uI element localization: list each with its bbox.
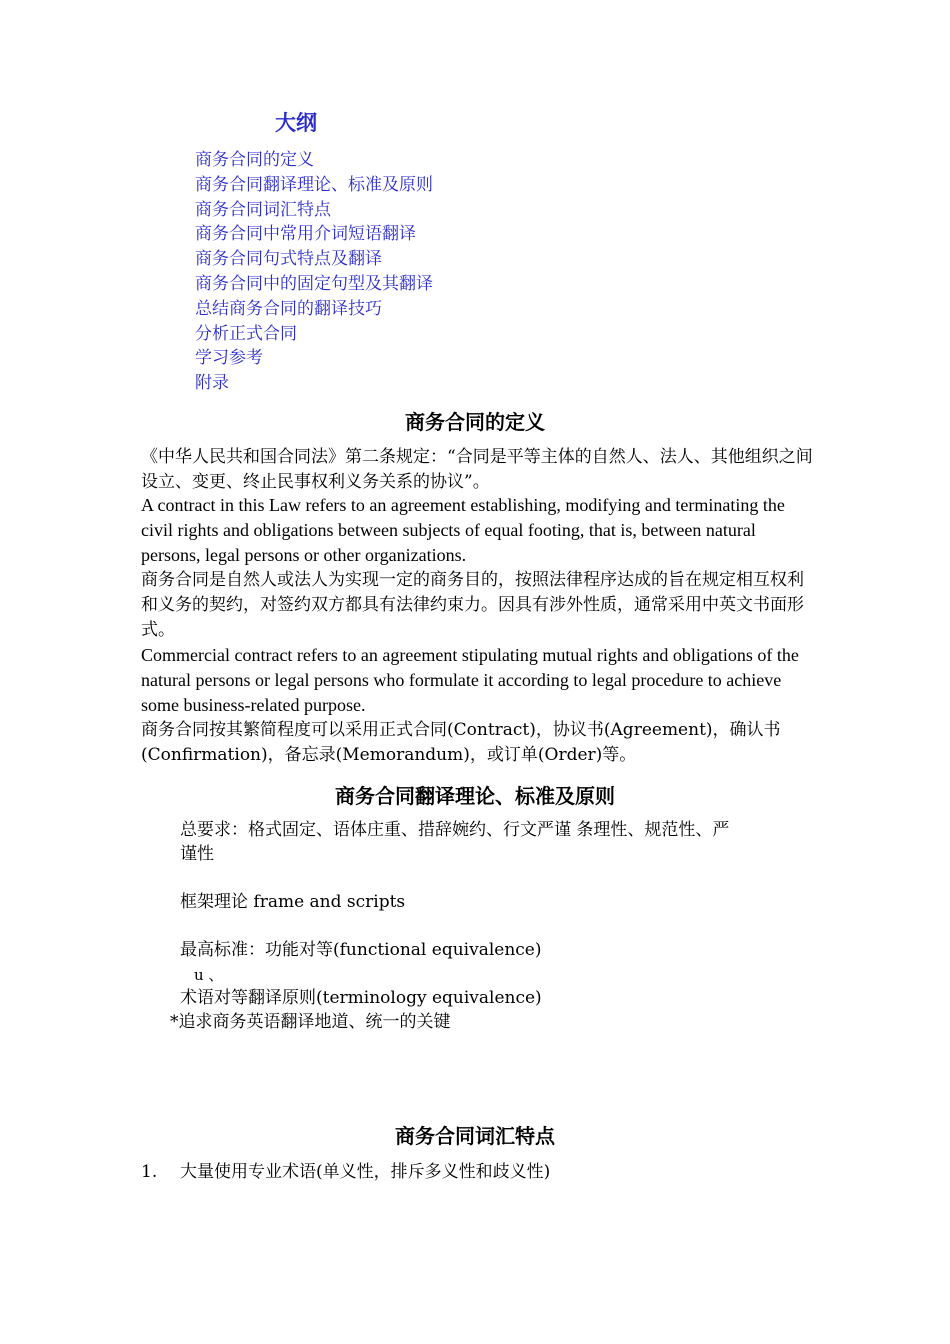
section-heading-vocabulary: 商务合同词汇特点: [395, 1124, 555, 1148]
highest-standard: 最高标准：功能对等(functional equivalence): [180, 940, 542, 960]
terminology-principle: 术语对等翻译原则(terminology equivalence): [180, 988, 542, 1008]
paragraph-law-english: A contract in this Law refers to an agreement establishing, modifying and terminating the civil rights and obligations between subjects of equal footing, that is, between natural persons, legal persons or other organizations.: [141, 495, 785, 565]
terminology-note: *追求商务英语翻译地道、统一的关键: [170, 1012, 451, 1032]
general-requirements-line2: 谨性: [180, 844, 214, 864]
toc-item[interactable]: 附录: [195, 373, 229, 394]
paragraph-commercial-contract-en: Commercial contract refers to an agreement stipulating mutual rights and obligations of the natural persons or legal persons who formulate it according to legal procedure to achieve some business-related purpose.: [141, 645, 799, 715]
list-item-number: 1.: [141, 1162, 158, 1182]
section-heading-definition: 商务合同的定义: [405, 410, 545, 434]
toc-item[interactable]: 商务合同句式特点及翻译: [195, 249, 382, 270]
list-item-text: 大量使用专业术语(单义性，排斥多义性和歧义性): [180, 1162, 551, 1182]
toc-item[interactable]: 商务合同中的固定句型及其翻译: [195, 273, 433, 294]
toc-item[interactable]: 学习参考: [195, 348, 263, 369]
paragraph-commercial-contract-cn: 商务合同是自然人或法人为实现一定的商务目的，按照法律程序达成的旨在规定相互权利和义务的契约，对签约双方都具有法律约束力。因具有涉外性质，通常采用中英文书面形式。: [141, 570, 804, 640]
toc-item[interactable]: 总结商务合同的翻译技巧: [195, 298, 382, 319]
toc-item[interactable]: 分析正式合同: [195, 323, 297, 344]
toc-item[interactable]: 商务合同的定义: [195, 150, 314, 170]
table-of-contents: [195, 148, 433, 396]
bullet-marker: u 、: [194, 966, 224, 984]
toc-item[interactable]: 商务合同中常用介词短语翻译: [195, 224, 416, 245]
toc-item[interactable]: 商务合同翻译理论、标准及原则: [195, 174, 433, 195]
paragraph-law-article: 《中华人民共和国合同法》第二条规定：“合同是平等主体的自然人、法人、其他组织之间设立、变更、终止民事权利义务关系的协议”。: [141, 447, 813, 492]
frame-theory: 框架理论 frame and scripts: [180, 892, 406, 912]
outline-title: 大纲: [275, 111, 317, 135]
section-heading-translation-theory: 商务合同翻译理论、标准及原则: [335, 784, 615, 808]
paragraph-contract-forms: 商务合同按其繁简程度可以采用正式合同(Contract)，协议书(Agreement)，确认书(Confirmation)，备忘录(Memorandum)，或订单(Order)等。: [141, 720, 781, 765]
toc-item[interactable]: 商务合同词汇特点: [195, 199, 331, 220]
general-requirements-line1: 总要求：格式固定、语体庄重、措辞婉约、行文严谨 条理性、规范性、严: [180, 820, 730, 840]
